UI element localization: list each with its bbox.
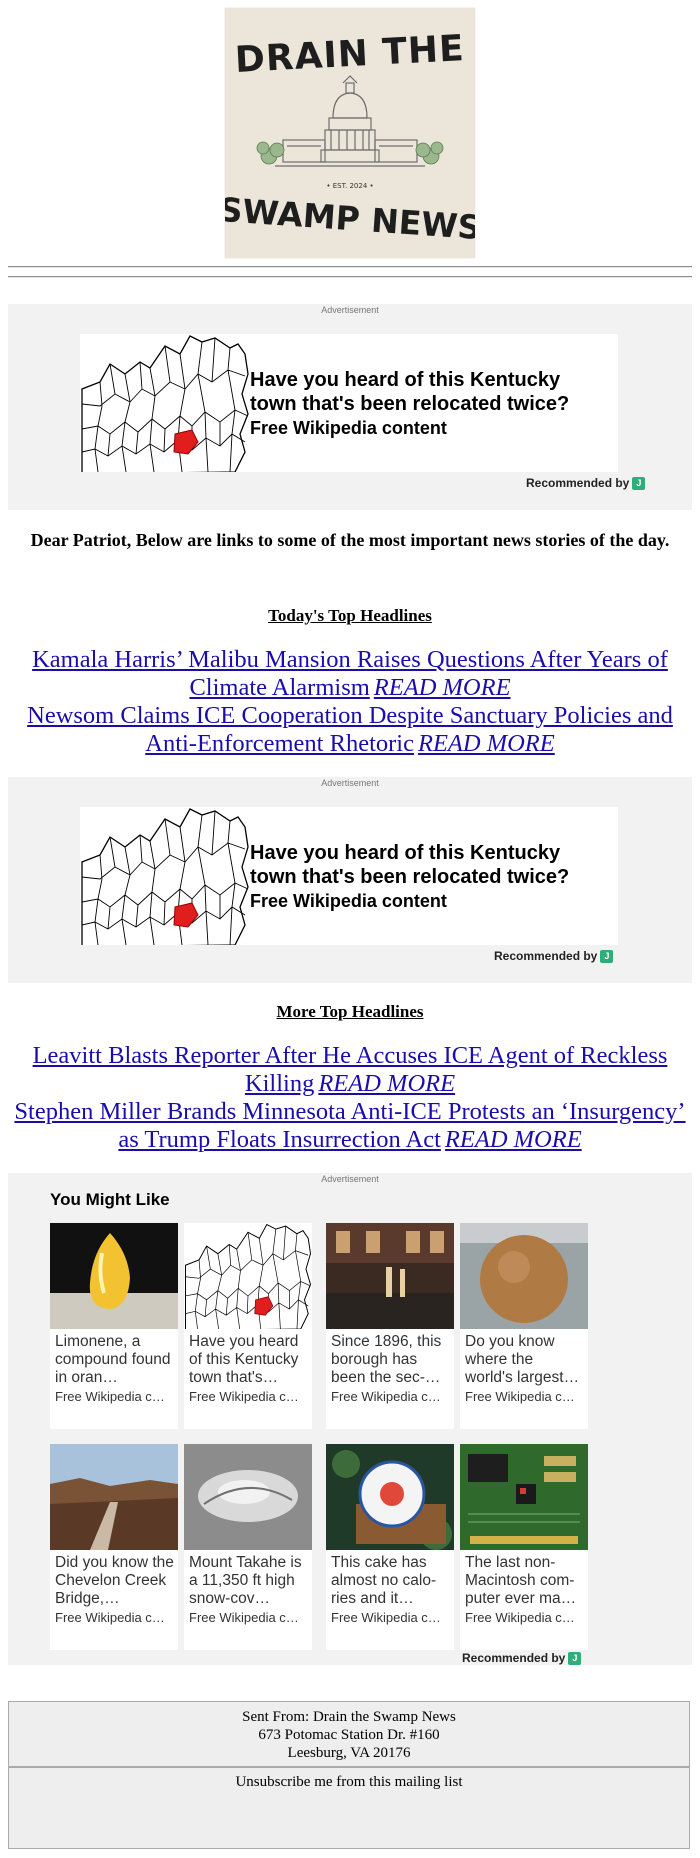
kentucky-map-image [80,334,250,472]
more-headlines-list [8,1042,692,1154]
read-more-link[interactable]: READ MORE [373,674,511,701]
tile-caption: Since 1896, this borough has been the sec-… [331,1333,442,1386]
tile-source: Free Wikipedia c… [189,1610,299,1625]
headline-item [8,1042,692,1098]
recommendation-tile[interactable] [460,1444,588,1650]
read-more-link[interactable]: READ MORE [318,1070,456,1097]
street-photo [326,1223,454,1329]
you-might-like-title: You Might Like [50,1190,170,1209]
tile-caption: Limonene, a compound found in oran… [55,1333,171,1386]
headline-item [8,1098,692,1154]
tile-source: Free Wikipedia c… [465,1389,575,1404]
recommended-by-label: Recommended by [462,1651,566,1665]
ad-headline-line2: town that's been relocated twice? [250,866,570,888]
recommender-logo-icon: J [632,477,645,490]
recommendation-tile[interactable] [460,1223,588,1429]
capitol-building-icon [225,8,475,258]
logo-line2: SWAMP NEWS [225,189,475,248]
divider [8,276,692,278]
tile-source: Free Wikipedia c… [55,1610,165,1625]
sent-from: Sent From: Drain the Swamp News [242,1709,456,1725]
recommender-logo-icon: J [568,1652,581,1665]
logo-established: • EST. 2024 • [326,182,374,190]
unsubscribe-link[interactable]: Unsubscribe me from this mailing list [235,1774,463,1790]
recommended-by[interactable] [462,1651,581,1665]
headline-item [8,702,692,758]
logo-line1: DRAIN THE [233,28,466,81]
tile-caption: Mount Takahe is a 11,350 ft high snow-cov… [189,1554,302,1607]
ball-photo [460,1223,588,1329]
tile-source: Free Wikipedia c… [331,1610,441,1625]
ad-card[interactable] [80,807,618,945]
read-more-link[interactable]: READ MORE [417,730,555,757]
ad-headline-line1: Have you heard of this Kentucky [250,842,561,864]
mountain-photo [184,1444,312,1550]
address-line2: Leesburg, VA 20176 [287,1745,411,1761]
recommended-by[interactable] [526,476,645,490]
tile-caption: Did you know the Chevelon Creek Bridge,… [55,1554,174,1607]
recommendation-tile[interactable] [326,1223,454,1429]
tile-caption: Do you know where the world's largest… [465,1333,580,1386]
ad-banner[interactable] [8,304,692,510]
tile-source: Free Wikipedia c… [55,1389,165,1404]
tile-caption: This cake has almost no calo-ries and it… [331,1554,437,1607]
bridge-photo [50,1444,178,1550]
lemon-photo [50,1223,178,1329]
ad-headline-line1: Have you heard of this Kentucky [250,369,561,391]
site-logo [225,8,475,258]
ad-headline-line2: town that's been relocated twice? [250,393,570,415]
kentucky-map-image [184,1223,312,1329]
circuit-board-photo [460,1444,588,1550]
kentucky-map-image [80,807,250,945]
more-headlines-title: More Top Headlines [276,1002,424,1021]
footer-address [8,1701,690,1767]
headline-link[interactable]: Stephen Miller Brands Minnesota Anti-ICE Protests an ‘Insurgency’ as Trump Floats Insurrection Act [14,1098,686,1153]
footer-unsubscribe [8,1767,690,1849]
divider [8,266,692,268]
tile-source: Free Wikipedia c… [465,1610,575,1625]
recommender-logo-icon: J [600,950,613,963]
ad-label: Advertisement [321,778,379,788]
tile-source: Free Wikipedia c… [331,1389,441,1404]
recommendation-tile[interactable] [184,1223,312,1429]
top-headlines-title: Today's Top Headlines [268,606,432,625]
address-line1: 673 Potomac Station Dr. #160 [258,1727,440,1743]
headline-item [8,646,692,702]
ad-source: Free Wikipedia content [250,418,447,438]
recommended-by-label: Recommended by [526,476,630,490]
ad-label: Advertisement [321,1174,379,1184]
recommended-by[interactable] [494,949,613,963]
recommendation-tile[interactable] [326,1444,454,1650]
headline-link[interactable]: Leavitt Blasts Reporter After He Accuses ICE Agent of Reckless Killing [32,1042,668,1097]
recommendation-tile[interactable] [184,1444,312,1650]
recommendation-tile[interactable] [50,1223,178,1429]
tile-source: Free Wikipedia c… [189,1389,299,1404]
top-headlines-list [8,646,692,758]
ad-banner[interactable] [8,777,692,983]
recommendation-tile[interactable] [50,1444,178,1650]
ad-label: Advertisement [321,305,379,315]
cake-photo [326,1444,454,1550]
headline-link[interactable]: Newsom Claims ICE Cooperation Despite Sanctuary Policies and Anti-Enforcement Rhetoric [27,702,673,757]
intro-text: Dear Patriot, Below are links to some of the most important news stories of the day. [30,530,670,550]
read-more-link[interactable]: READ MORE [444,1126,582,1153]
tile-caption: The last non-Macintosh com-puter ever ma… [465,1554,577,1607]
recommended-by-label: Recommended by [494,949,598,963]
ad-card[interactable] [80,334,618,472]
headline-link[interactable]: Kamala Harris’ Malibu Mansion Raises Questions After Years of Climate Alarmism [32,646,668,701]
tile-caption: Have you heard of this Kentucky town that's… [189,1333,299,1386]
ad-source: Free Wikipedia content [250,891,447,911]
